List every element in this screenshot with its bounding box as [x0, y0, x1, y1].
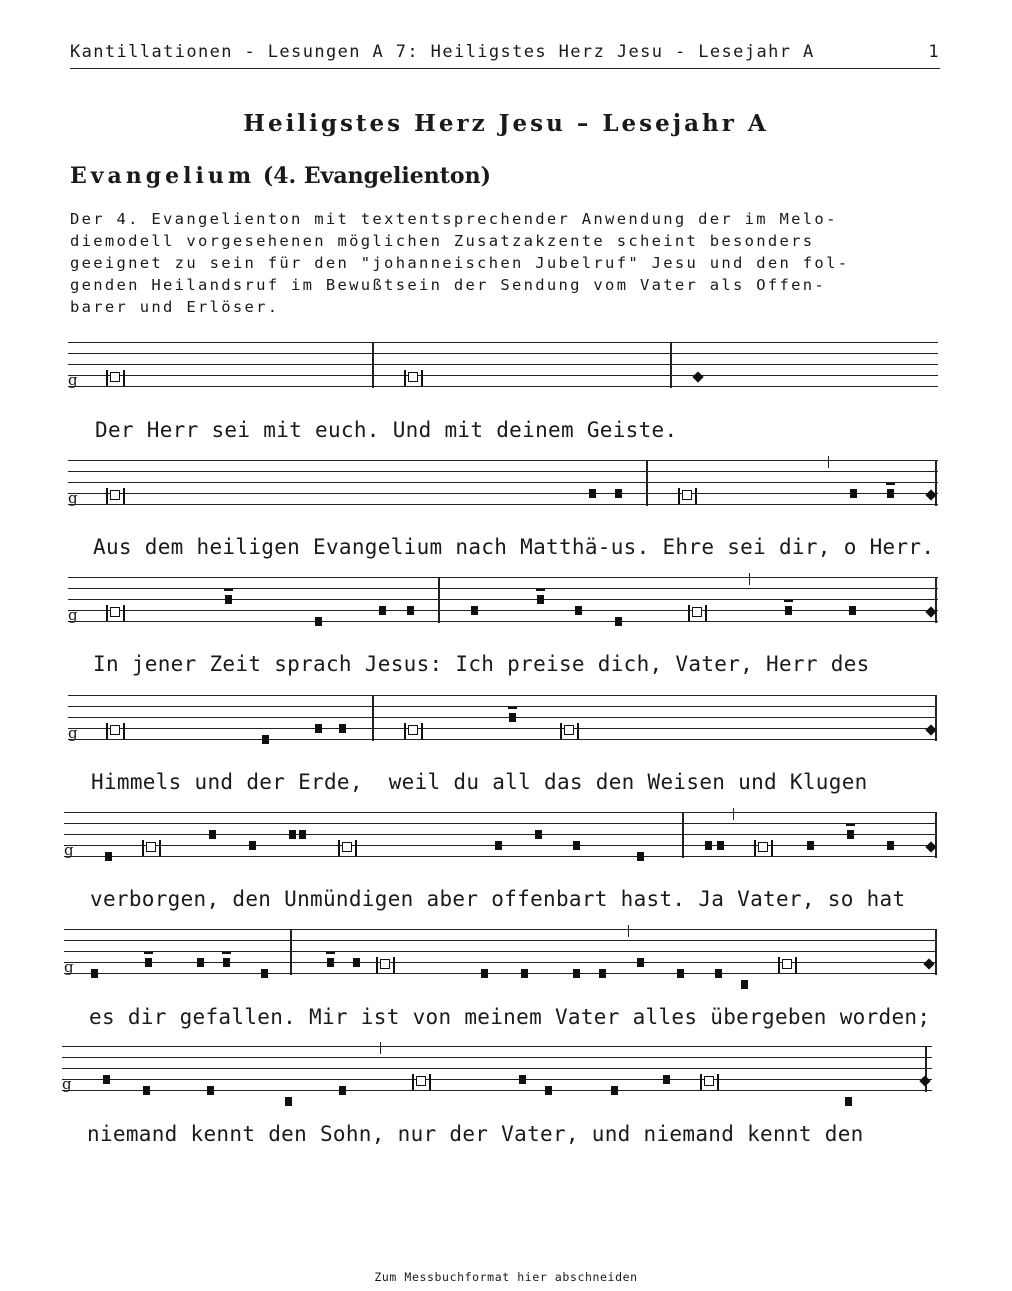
- chant-text-line: Der Herr sei mit euch. Und mit deinem Geiste.: [95, 418, 678, 442]
- clef-mark: g: [68, 371, 78, 389]
- neume-bar-left: [678, 488, 680, 504]
- staff-line: [62, 1079, 932, 1080]
- bar-line: [935, 929, 937, 975]
- neume-bar-right: [123, 605, 125, 621]
- note-punctum: [249, 841, 256, 850]
- neume-box: [692, 607, 702, 617]
- section-tone: (4. Evangelienton): [262, 163, 492, 189]
- chant-staff: [68, 577, 938, 637]
- note-accent: [223, 958, 230, 967]
- note-accent: [847, 830, 854, 839]
- staff-line: [64, 940, 936, 941]
- neume-bar-left: [106, 723, 108, 739]
- note-punctum: [615, 617, 622, 626]
- chant-staff: [68, 460, 938, 520]
- note-punctum: [573, 841, 580, 850]
- chant-text-line: es dir gefallen. Mir ist von meinem Vater alles übergeben worden;: [89, 1005, 931, 1029]
- neume-bar-right: [123, 723, 125, 739]
- bar-line: [438, 577, 440, 623]
- neume-box: [380, 959, 390, 969]
- note-punctum: [299, 830, 306, 839]
- neume-box: [110, 372, 120, 382]
- neume-box: [704, 1076, 714, 1086]
- staff-line: [62, 1057, 932, 1058]
- neume-bar-left: [106, 605, 108, 621]
- note-punctum: [261, 969, 268, 978]
- note-punctum: [407, 606, 414, 615]
- staff-line: [68, 577, 938, 578]
- neume-box: [342, 842, 352, 852]
- staff-line: [64, 823, 936, 824]
- neume-bar-right: [123, 370, 125, 386]
- neume-box: [782, 959, 792, 969]
- neume-bar-right: [421, 370, 423, 386]
- neume-bar-right: [393, 957, 395, 973]
- final-note: [692, 371, 703, 382]
- staff-line: [68, 621, 938, 622]
- note-punctum: [207, 1086, 214, 1095]
- staff-line: [68, 493, 938, 494]
- staff-line: [68, 375, 938, 376]
- note-accent: [509, 713, 516, 722]
- accent-dash: [846, 824, 855, 826]
- staff-line: [68, 386, 938, 387]
- neume-bar-right: [717, 1074, 719, 1090]
- accent-dash: [144, 952, 153, 954]
- accent-tick: [628, 925, 629, 937]
- running-header: [70, 42, 940, 69]
- neume-box: [564, 725, 574, 735]
- bar-line: [935, 460, 937, 506]
- note-punctum: [315, 617, 322, 626]
- page-number: 1: [928, 42, 940, 62]
- note-punctum: [289, 830, 296, 839]
- bar-line: [935, 577, 937, 623]
- intro-line: genden Heilandsruf im Bewußtsein der Sendung vom Vater als Offen-: [70, 276, 827, 294]
- chant-staff: [68, 342, 938, 402]
- accent-dash: [326, 952, 335, 954]
- neume-bar-left: [412, 1074, 414, 1090]
- accent-dash: [784, 600, 793, 602]
- bar-line: [372, 695, 374, 741]
- neume-bar-right: [355, 840, 357, 856]
- note-punctum: [353, 958, 360, 967]
- neume-box: [110, 725, 120, 735]
- note-accent: [785, 606, 792, 615]
- note-punctum: [519, 1075, 526, 1084]
- accent-dash: [886, 483, 895, 485]
- neume-bar-right: [705, 605, 707, 621]
- clef-mark: g: [68, 724, 78, 742]
- bar-line: [372, 342, 374, 388]
- accent-dash: [222, 952, 231, 954]
- section-name: Evangelium: [70, 163, 256, 189]
- staff-line: [68, 504, 938, 505]
- footer-cut-note: Zum Messbuchformat hier abschneiden: [374, 1270, 638, 1284]
- neume-bar-left: [404, 723, 406, 739]
- bar-line: [935, 812, 937, 858]
- bar-line: [290, 929, 292, 975]
- note-punctum: [887, 841, 894, 850]
- staff-line: [68, 364, 938, 365]
- staff-line: [68, 695, 936, 696]
- neume-bar-right: [695, 488, 697, 504]
- note-punctum: [575, 606, 582, 615]
- chant-staff: [64, 812, 936, 872]
- accent-tick: [828, 456, 829, 468]
- staff-line: [68, 599, 938, 600]
- bar-line: [682, 812, 684, 858]
- neume-bar-right: [123, 488, 125, 504]
- neume-bar-right: [771, 840, 773, 856]
- note-punctum: [850, 489, 857, 498]
- note-punctum: [481, 969, 488, 978]
- neume-bar-left: [688, 605, 690, 621]
- note-punctum: [103, 1075, 110, 1084]
- neume-bar-right: [577, 723, 579, 739]
- chant-text-line: Aus dem heiligen Evangelium nach Matthä-us. Ehre sei dir, o Herr.: [93, 535, 935, 559]
- note-punctum: [845, 1097, 852, 1106]
- note-punctum: [535, 830, 542, 839]
- intro-line: diemodell vorgesehenen möglichen Zusatzakzente scheint besonders: [70, 232, 815, 250]
- note-punctum: [209, 830, 216, 839]
- note-punctum: [677, 969, 684, 978]
- chant-text-line: Himmels und der Erde, weil du all das den Weisen und Klugen: [91, 770, 868, 794]
- note-punctum: [143, 1086, 150, 1095]
- note-punctum: [637, 958, 644, 967]
- running-header-title: Kantillationen - Lesungen A 7: Heiligstes Herz Jesu - Lesejahr A: [70, 42, 815, 62]
- note-punctum: [105, 852, 112, 861]
- note-accent: [225, 595, 232, 604]
- bar-line: [646, 460, 648, 506]
- neume-box: [758, 842, 768, 852]
- neume-box: [408, 725, 418, 735]
- staff-line: [68, 353, 938, 354]
- note-punctum: [615, 489, 622, 498]
- chant-text-line: In jener Zeit sprach Jesus: Ich preise dich, Vater, Herr des: [93, 652, 870, 676]
- neume-bar-left: [560, 723, 562, 739]
- staff-line: [62, 1090, 932, 1091]
- bar-line: [670, 342, 672, 388]
- note-punctum: [545, 1086, 552, 1095]
- note-punctum: [573, 969, 580, 978]
- staff-line: [68, 482, 938, 483]
- note-punctum: [849, 606, 856, 615]
- note-accent: [887, 489, 894, 498]
- neume-bar-left: [376, 957, 378, 973]
- note-accent: [327, 958, 334, 967]
- intro-line: geeignet zu sein für den "johanneischen Jubelruf" Jesu und den fol-: [70, 254, 850, 272]
- staff-line: [62, 1068, 932, 1069]
- note-punctum: [589, 489, 596, 498]
- chant-staff: [64, 929, 936, 989]
- neume-bar-left: [700, 1074, 702, 1090]
- chant-text-line: verborgen, den Unmündigen aber offenbart hast. Ja Vater, so hat: [90, 887, 906, 911]
- neume-bar-left: [754, 840, 756, 856]
- intro-line: Der 4. Evangelienton mit textentsprechender Anwendung der im Melo-: [70, 210, 838, 228]
- neume-box: [682, 490, 692, 500]
- note-punctum: [717, 841, 724, 850]
- clef-mark: g: [64, 958, 74, 976]
- accent-dash: [224, 589, 233, 591]
- chant-staff: [62, 1046, 932, 1106]
- intro-line: barer und Erlöser.: [70, 298, 280, 316]
- clef-mark: g: [68, 489, 78, 507]
- chant-text-line: niemand kennt den Sohn, nur der Vater, und niemand kennt den: [87, 1122, 864, 1146]
- note-punctum: [705, 841, 712, 850]
- staff-line: [64, 812, 936, 813]
- note-punctum: [197, 958, 204, 967]
- staff-line: [68, 610, 938, 611]
- neume-bar-right: [795, 957, 797, 973]
- accent-dash: [508, 707, 517, 709]
- note-punctum: [715, 969, 722, 978]
- neume-bar-left: [142, 840, 144, 856]
- neume-box: [110, 490, 120, 500]
- neume-bar-left: [404, 370, 406, 386]
- neume-box: [416, 1076, 426, 1086]
- note-punctum: [285, 1097, 292, 1106]
- note-punctum: [471, 606, 478, 615]
- accent-tick: [380, 1042, 381, 1054]
- note-punctum: [741, 980, 748, 989]
- neume-bar-left: [778, 957, 780, 973]
- note-punctum: [611, 1086, 618, 1095]
- final-note: [923, 958, 934, 969]
- accent-tick: [749, 573, 750, 585]
- staff-line: [68, 706, 936, 707]
- intro-paragraph: [70, 208, 940, 318]
- staff-line: [68, 717, 936, 718]
- note-punctum: [379, 606, 386, 615]
- note-punctum: [262, 735, 269, 744]
- staff-line: [62, 1046, 932, 1047]
- note-punctum: [637, 852, 644, 861]
- accent-tick: [733, 808, 734, 820]
- clef-mark: g: [62, 1075, 72, 1093]
- bar-line: [935, 695, 937, 741]
- neume-bar-left: [106, 370, 108, 386]
- staff-line: [64, 973, 936, 974]
- neume-bar-right: [421, 723, 423, 739]
- staff-line: [68, 588, 938, 589]
- neume-bar-right: [159, 840, 161, 856]
- staff-line: [68, 739, 936, 740]
- note-accent: [537, 595, 544, 604]
- page-title: Heiligstes Herz Jesu – Lesejahr A: [243, 110, 769, 137]
- neume-box: [408, 372, 418, 382]
- neume-box: [146, 842, 156, 852]
- note-punctum: [599, 969, 606, 978]
- staff-line: [64, 834, 936, 835]
- staff-line: [64, 962, 936, 963]
- staff-line: [68, 460, 938, 461]
- staff-line: [64, 951, 936, 952]
- note-punctum: [663, 1075, 670, 1084]
- neume-bar-left: [106, 488, 108, 504]
- neume-bar-right: [429, 1074, 431, 1090]
- neume-bar-left: [338, 840, 340, 856]
- note-punctum: [807, 841, 814, 850]
- staff-line: [68, 728, 936, 729]
- note-punctum: [339, 724, 346, 733]
- staff-line: [68, 342, 938, 343]
- note-punctum: [91, 969, 98, 978]
- neume-box: [110, 607, 120, 617]
- section-heading: [70, 163, 491, 189]
- staff-line: [68, 471, 938, 472]
- accent-dash: [536, 589, 545, 591]
- note-punctum: [495, 841, 502, 850]
- chant-staff: [68, 695, 936, 755]
- note-punctum: [521, 969, 528, 978]
- clef-mark: g: [68, 606, 78, 624]
- note-punctum: [315, 724, 322, 733]
- staff-line: [64, 929, 936, 930]
- note-accent: [145, 958, 152, 967]
- staff-line: [64, 856, 936, 857]
- final-note: [919, 1075, 930, 1086]
- note-punctum: [339, 1086, 346, 1095]
- clef-mark: g: [64, 841, 74, 859]
